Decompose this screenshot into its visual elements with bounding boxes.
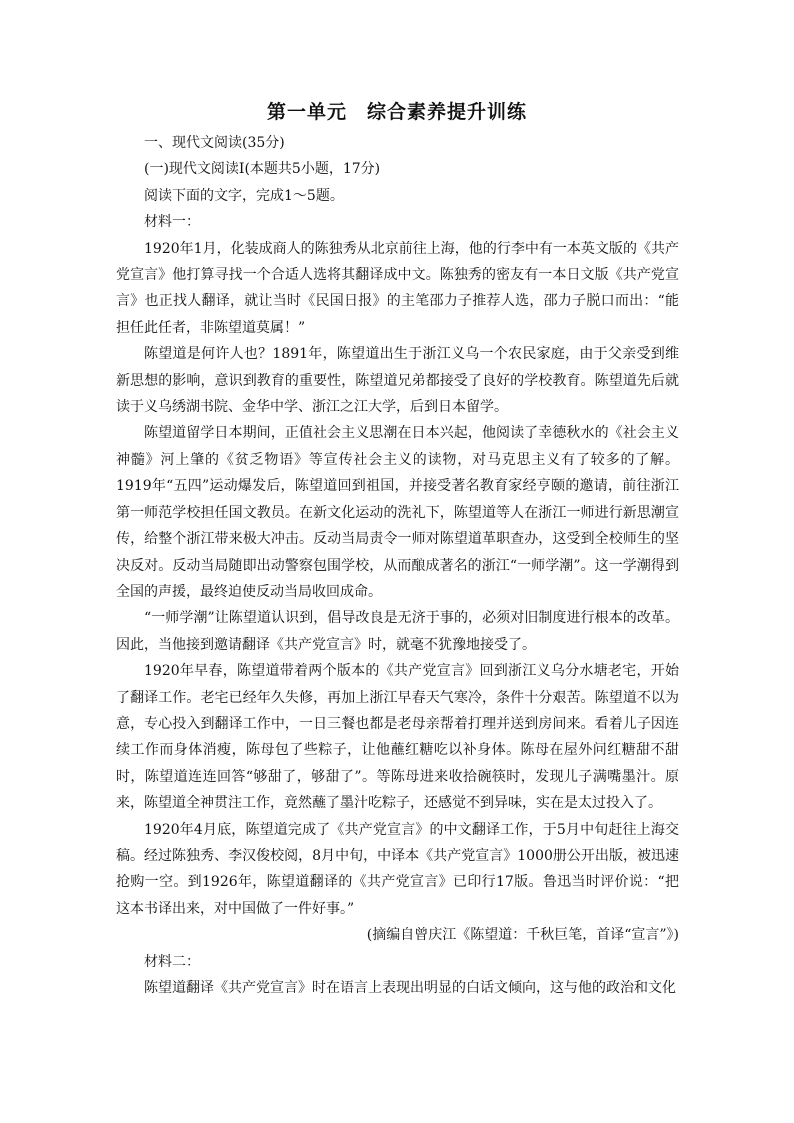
material-two-label: 材料二： (144, 953, 200, 970)
material-one-label: 材料一： (144, 214, 200, 231)
paragraph: 1920年早春，陈望道带着两个版本的《共产党宣言》回到浙江义乌分水塘老宅，开始了翻译工作。老宅已经年久失修，再加上浙江早春天气寒冷，条件十分艰苦。陈望道不以为意，专心投入到翻译工作中，一日三餐也都是老母亲帮着打理并送到房间来。看着儿子因连续工作而身体消瘦，陈母包了些粽子，让他蘸红糖吃以补身体。陈母在屋外问红糖甜不甜时，陈望道连连回答“够甜了，够甜了”。等陈母进来收拾碗筷时，发现儿子满嘴墨汁。原来，陈望道全神贯注工作，竟然蘸了墨汁吃粽子，还感觉不到异味，实在是太过投入了。 (116, 663, 679, 812)
paragraph: 陈望道翻译《共产党宣言》时在语言上表现出明显的白话文倾向，这与他的政治和文化 (144, 980, 676, 996)
paragraph: “一师学潮”让陈望道认识到，倡导改良是无济于事的，必须对旧制度进行根本的改革。因此，当他接到邀请翻译《共产党宣言》时，就毫不犹豫地接受了。 (116, 610, 679, 653)
section-heading: 一、现代文阅读(35分) (144, 135, 285, 151)
reading-instruction: 阅读下面的文字，完成1～5题。 (144, 187, 344, 204)
document-body (116, 130, 679, 1001)
paragraph: 1920年4月底，陈望道完成了《共产党宣言》的中文翻译工作，于5月中旬赶往上海交稿。经过陈独秀、李汉俊校阅，8月中旬，中译本《共产党宣言》1000册公开出版，被迅速抢购一空。到1926年，陈望道翻译的《共产党宣言》已印行17版。鲁迅当时评价说：“把这本书译出来，对中国做了一件好事。” (116, 821, 679, 917)
paragraph: 陈望道是何许人也？1891年，陈望道出生于浙江义乌一个农民家庭，由于父亲受到维新思想的影响，意识到教育的重要性，陈望道兄弟都接受了良好的学校教育。陈望道先后就读于义乌绣湖书院、金华中学、浙江之江大学，后到日本留学。 (116, 346, 679, 416)
subsection-heading: (一)现代文阅读Ⅰ(本题共5小题，17分) (144, 161, 381, 178)
paragraph: 陈望道留学日本期间，正值社会主义思潮在日本兴起，他阅读了幸德秋水的《社会主义神髓》河上肇的《贫乏物语》等宣传社会主义的读物，对马克思主义有了较多的了解。1919年“五四”运动爆发后，陈望道回到祖国，并接受著名教育家经亨颐的邀请，前往浙江第一师范学校担任国文教员。在新文化运动的洗礼下，陈望道等人在浙江一师进行新思潮宣传，给整个浙江带来极大冲击。反动当局责令一师对陈望道革职查办，这受到全校师生的坚决反对。反动当局随即出动警察包围学校，从而酿成著名的浙江“一师学潮”。这一学潮得到全国的声援，最终迫使反动当局收回成命。 (116, 425, 679, 600)
page-title: 第一单元 综合素养提升训练 (266, 101, 527, 123)
paragraph: 1920年1月，化装成商人的陈独秀从北京前往上海，他的行李中有一本英文版的《共产党宣言》他打算寻找一个合适人选将其翻译成中文。陈独秀的密友有一本日文版《共产党宣言》也正找人翻译，就让当时《民国日报》的主笔邵力子推荐人选，邵力子脱口而出：“能担任此任者，非陈望道莫属！” (116, 240, 679, 336)
source-citation: (摘编自曾庆江《陈望道：千秋巨笔，首译“宣言”》) (366, 927, 679, 944)
